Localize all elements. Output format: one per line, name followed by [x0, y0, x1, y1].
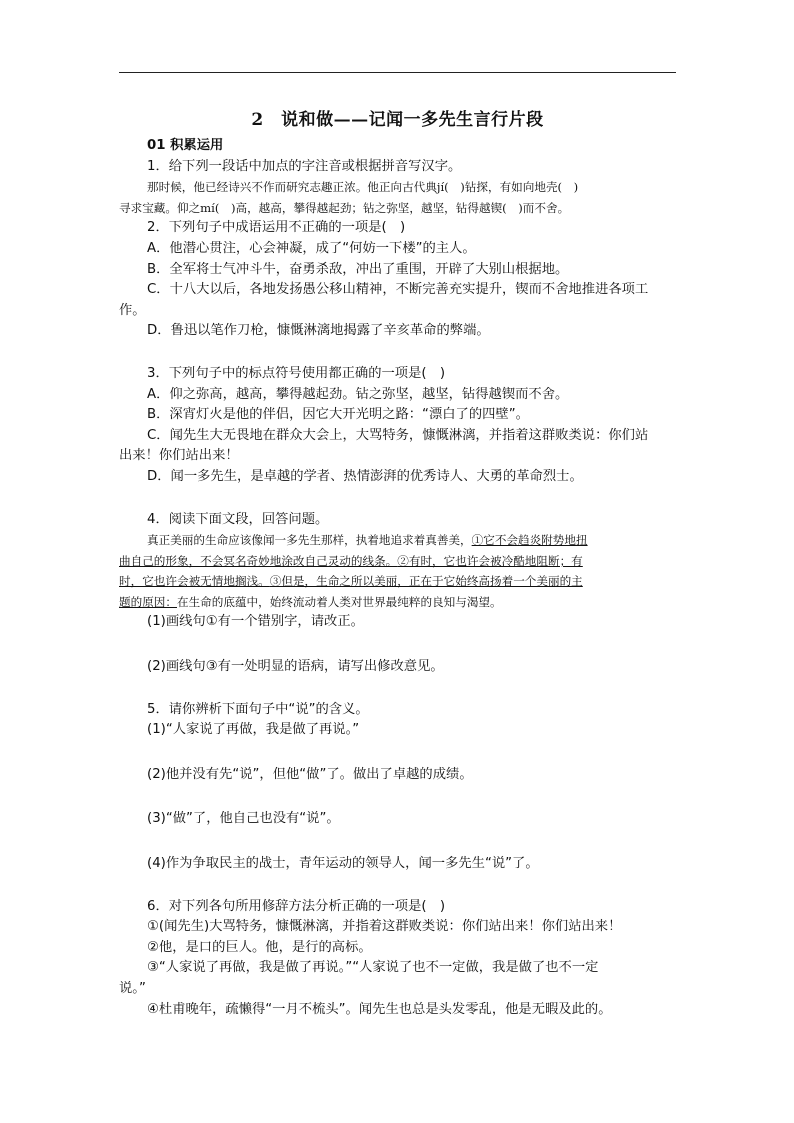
question-5-sub-1: (1)“人家说了再做，我是做了再说。” [147, 722, 360, 738]
question-3-option-c-continued: 出来！你们站出来！ [119, 448, 239, 464]
underlined-sentence-2: ②有时，它也许会被冷酷地阻断；有 [397, 553, 583, 568]
question-2-option-b: B．全军将士气冲斗牛，奋勇杀敌，冲出了重围，开辟了大别山根据地。 [147, 261, 569, 277]
underlined-sentence-2: 时，它也许会被无情地搁浅。 [119, 574, 270, 589]
question-3-option-b: B．深宵灯火是他的伴侣，因它大开光明之路：“漂白了的四壁”。 [147, 407, 529, 423]
question-6-item-4: ④杜甫晚年，疏懒得“一月不梳头”。闻先生也总是头发零乱，他是无暇及此的。 [147, 1001, 612, 1017]
question-4-passage-line [119, 530, 677, 551]
question-5-stem: 5．请你辨析下面句子中“说”的含义。 [147, 701, 369, 717]
question-6-item-3: ③“人家说了再做，我是做了再说。”“人家说了也不一定做，我是做了也不一定 [147, 960, 599, 976]
section-heading: 01 积累运用 [147, 138, 224, 153]
question-2-option-c: C．十八大以后，各地发扬愚公移山精神，不断完善充实提升，锲而不舍地推进各项工 [147, 282, 649, 298]
question-6-item-1: ①(闻先生)大骂特务，慷慨淋漓，并指着这群败类说：你们站出来！你们站出来！ [147, 919, 622, 935]
question-2-option-c-continued: 作。 [119, 302, 146, 318]
underlined-sentence-1: ①它不会趋炎附势地扭 [471, 533, 588, 548]
question-2-option-a: A．他潜心贯注，心会神凝，成了“何妨一下楼”的主人。 [147, 240, 476, 256]
underlined-sentence-3: 题的原因： [119, 594, 177, 609]
question-3-option-d: D．闻一多先生，是卓越的学者、热情澎湃的优秀诗人、大勇的革命烈士。 [147, 468, 583, 484]
lesson-title: 2 说和做——记闻一多先生言行片段 [251, 110, 544, 130]
question-4-sub-2: (2)画线句③有一处明显的语病，请写出修改意见。 [147, 659, 444, 675]
question-1-stem: 1．给下列一段话中加点的字注音或根据拼音写汉字。 [147, 158, 462, 174]
header-rule [119, 72, 676, 73]
exercise-content [119, 136, 677, 1020]
question-1-passage-line: 那时候，他已经诗兴不作而研究志趣正浓。他正向古代典jí( )钻探，有如向地壳( ) [147, 180, 579, 195]
question-3-option-a: A．仰之弥高，越高，攀得越起劲。钻之弥坚，越坚，钻得越锲而不舍。 [147, 386, 569, 402]
question-6-item-2: ②他，是口的巨人。他，是行的高标。 [147, 939, 372, 955]
question-5-sub-4: (4)作为争取民主的战士，青年运动的领导人，闻一多先生“说”了。 [147, 856, 539, 872]
question-4-passage-line [119, 571, 677, 592]
underlined-sentence-1: 曲自己的形象，不会冥名奇妙地涂改自己灵动的线条。 [119, 553, 398, 568]
passage-text: 真正美丽的生命应该像闻一多先生那样，执着地追求着真善美， [147, 533, 472, 548]
question-5-sub-3: (3)“做”了，他自己也没有“说”。 [147, 811, 340, 827]
question-4-stem: 4．阅读下面文段，回答问题。 [147, 511, 329, 527]
question-6-stem: 6．对下列各句所用修辞方法分析正确的一项是( ) [147, 898, 446, 914]
question-1-passage-line: 寻求宝藏。仰之mí( )高，越高，攀得越起劲；钻之弥坚，越坚，钻得越锲( )而不舍。 [119, 200, 570, 215]
question-6-item-3-continued: 说。” [119, 981, 146, 996]
question-4-sub-1: (1)画线句①有一个错别字，请改正。 [147, 614, 364, 630]
question-5-sub-2: (2)他并没有先“说”，但他“做”了。做出了卓越的成绩。 [147, 766, 473, 782]
question-2-stem: 2．下列句子中成语运用不正确的一项是( ) [147, 220, 406, 236]
question-2-option-d: D．鲁迅以笔作刀枪，慷慨淋漓地揭露了辛亥革命的弊端。 [147, 323, 490, 339]
underlined-sentence-3: ③但是，生命之所以美丽，正在于它始终高扬着一个美丽的主 [269, 574, 583, 589]
question-4-passage-line [119, 551, 677, 572]
passage-text: 在生命的底蕴中，始终流动着人类对世界最纯粹的良知与渴望。 [176, 594, 502, 609]
question-4-passage-line [119, 592, 677, 613]
question-3-stem: 3．下列句子中的标点符号使用都正确的一项是( ) [147, 365, 446, 381]
question-3-option-c: C．闻先生大无畏地在群众大会上，大骂特务，慷慨淋漓，并指着这群败类说：你们站 [147, 427, 649, 443]
